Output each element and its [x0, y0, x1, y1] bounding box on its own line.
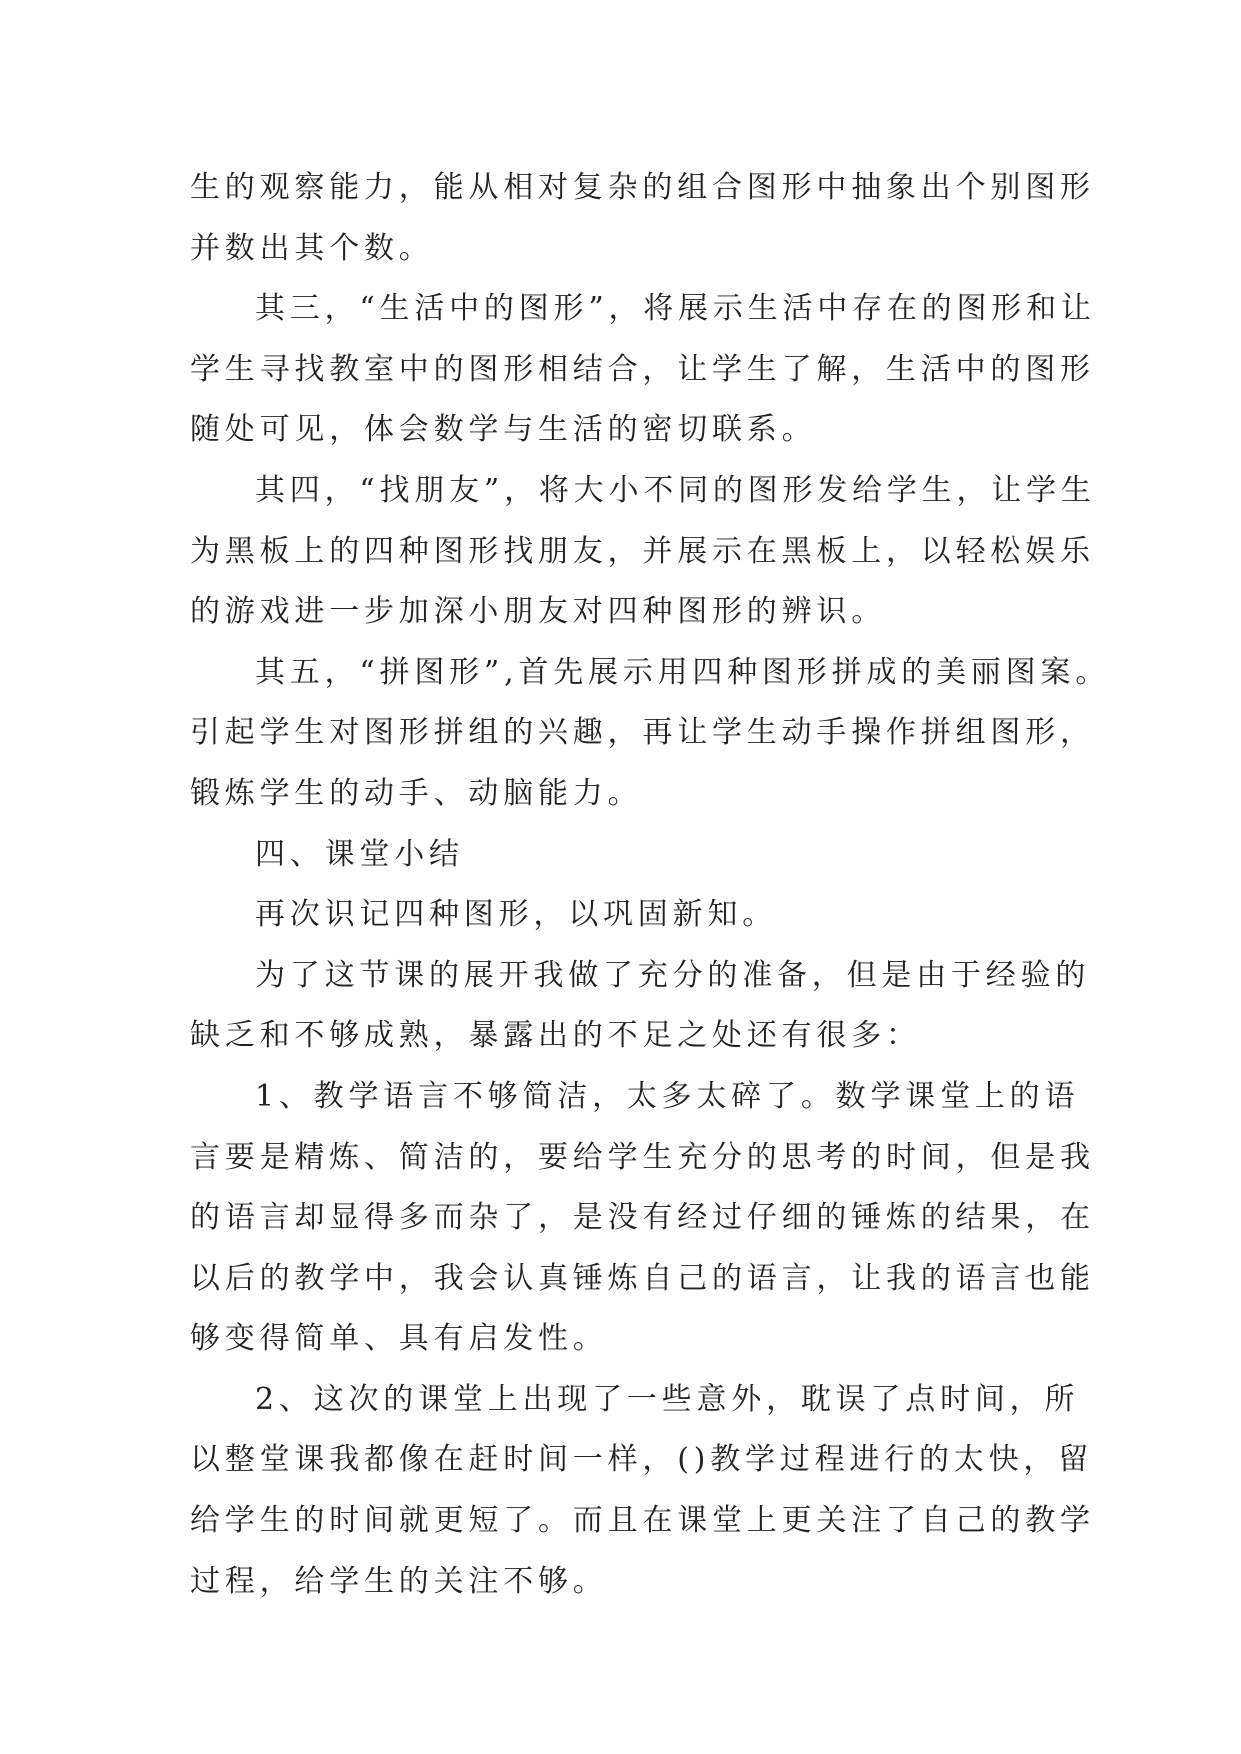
text-line: 1、教学语言不够简洁，太多太碎了。数学课堂上的语: [255, 1078, 1080, 1114]
text-line: 再次识记四种图形，以巩固新知。: [255, 897, 777, 933]
text-line: 其三，“生活中的图形”，将展示生活中存在的图形和让: [255, 291, 1096, 327]
text-line: 为黑板上的四种图形找朋友，并展示在黑板上，以轻松娱乐: [190, 533, 1095, 569]
text-line: 以整堂课我都像在赶时间一样，()教学过程进行的太快，留: [190, 1442, 1094, 1478]
text-line: 随处可见，体会数学与生活的密切联系。: [190, 412, 817, 448]
text-line: 的语言却显得多而杂了，是没有经过仔细的锤炼的结果，在: [190, 1200, 1095, 1236]
text-line: 并数出其个数。: [190, 230, 434, 266]
text-line: 学生寻找教室中的图形相结合，让学生了解，生活中的图形: [190, 351, 1095, 387]
text-line: 缺乏和不够成熟，暴露出的不足之处还有很多：: [190, 1018, 921, 1054]
text-line: 2、这次的课堂上出现了一些意外，耽误了点时间，所: [255, 1381, 1080, 1417]
text-line: 的游戏进一步加深小朋友对四种图形的辨识。: [190, 594, 886, 630]
text-line: 过程，给学生的关注不够。: [190, 1563, 608, 1599]
text-line: 锻炼学生的动手、动脑能力。: [190, 775, 643, 811]
text-line: 为了这节课的展开我做了充分的准备，但是由于经验的: [255, 957, 1091, 993]
text-line: 引起学生对图形拼组的兴趣，再让学生动手操作拼组图形，: [190, 715, 1095, 751]
text-line: 生的观察能力，能从相对复杂的组合图形中抽象出个别图形: [190, 170, 1095, 205]
text-line: 其四，“找朋友”，将大小不同的图形发给学生，让学生: [255, 472, 1096, 508]
text-line: 其五，“拼图形”,首先展示用四种图形拼成的美丽图案。: [255, 654, 1111, 690]
text-line: 言要是精炼、简洁的，要给学生充分的思考的时间，但是我: [190, 1139, 1095, 1175]
section-heading: 四、课堂小结: [255, 836, 464, 872]
document-body: [190, 158, 1111, 1612]
text-line: 够变得简单、具有启发性。: [190, 1321, 608, 1357]
text-line: 以后的教学中，我会认真锤炼自己的语言，让我的语言也能: [190, 1260, 1095, 1296]
text-line: 给学生的时间就更短了。而且在课堂上更关注了自己的教学: [190, 1503, 1095, 1539]
